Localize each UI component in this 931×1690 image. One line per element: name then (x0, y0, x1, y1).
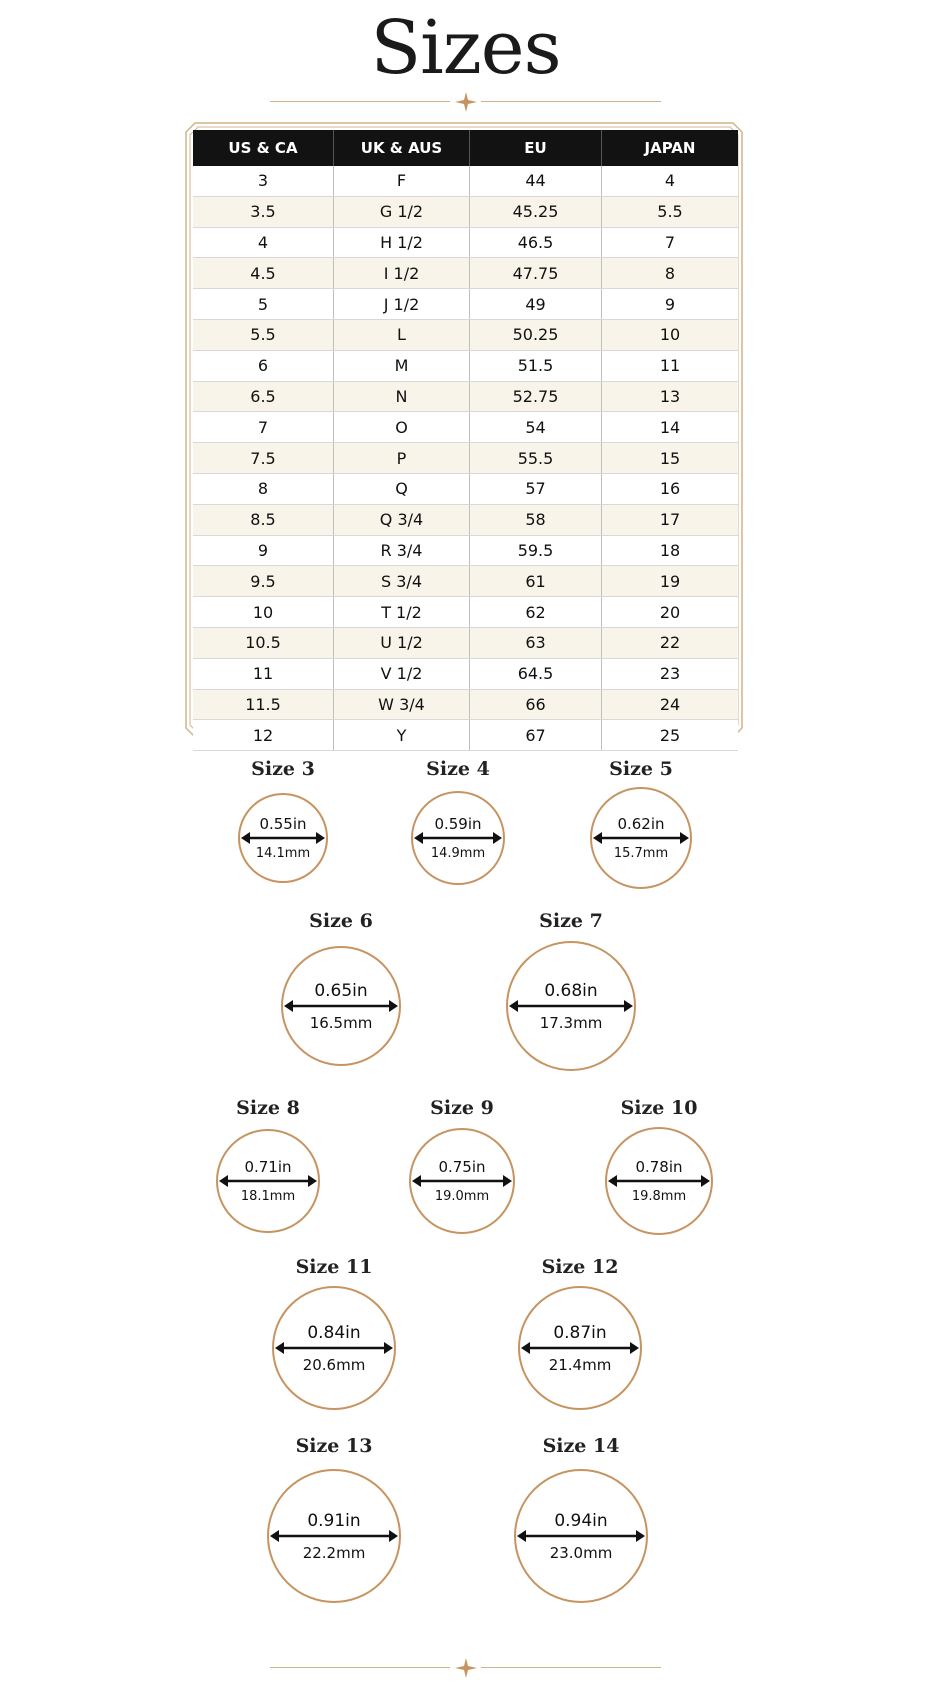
table-row (193, 227, 738, 258)
table-cell: 66 (470, 689, 602, 720)
four-point-star-icon (455, 92, 477, 112)
table-cell: 14 (602, 412, 739, 443)
size-conversion-table (193, 130, 738, 751)
table-row (193, 566, 738, 597)
table-cell: 7.5 (193, 443, 334, 474)
table-cell: 45.25 (470, 196, 602, 227)
table-cell: 8.5 (193, 504, 334, 535)
ring-diameter-mm: 21.4mm (548, 1356, 612, 1374)
ring-size-item (508, 1256, 652, 1414)
double-arrow-icon (520, 1288, 640, 1408)
divider-line (481, 1667, 661, 1668)
ring-size-label: Size 4 (426, 758, 490, 780)
table-cell: 11 (602, 350, 739, 381)
table-cell: 62 (470, 597, 602, 628)
double-arrow-icon (218, 1131, 318, 1231)
table-cell: 20 (602, 597, 739, 628)
double-arrow-icon (592, 789, 690, 887)
table-cell: 63 (470, 627, 602, 658)
table-cell: 67 (470, 720, 602, 751)
table-cell: 8 (602, 258, 739, 289)
table-cell: 25 (602, 720, 739, 751)
ring-diameter-mm: 22.2mm (302, 1544, 366, 1562)
table-row (193, 504, 738, 535)
page-title: Sizes (370, 5, 561, 91)
ring-diameter-mm: 16.5mm (309, 1014, 373, 1032)
table-cell: 13 (602, 381, 739, 412)
ring-circle (272, 1286, 396, 1410)
table-cell: 59.5 (470, 535, 602, 566)
table-cell: P (334, 443, 470, 474)
ring-circle (238, 793, 328, 883)
ring-diameter-mm: 14.1mm (255, 846, 311, 861)
ring-diameter-inches: 0.75in (438, 1158, 486, 1176)
table-cell: 23 (602, 658, 739, 689)
table-row (193, 658, 738, 689)
ring-circle (514, 1469, 648, 1603)
ring-diameter-inches: 0.68in (544, 981, 598, 1001)
table-cell: 11 (193, 658, 334, 689)
ring-circle (267, 1469, 401, 1603)
table-row (193, 535, 738, 566)
table-cell: 50.25 (470, 319, 602, 350)
table-cell: 18 (602, 535, 739, 566)
ring-diameter-mm: 14.9mm (430, 846, 486, 861)
column-header: JAPAN (602, 130, 739, 166)
table-cell: 5.5 (193, 319, 334, 350)
double-arrow-icon (411, 1130, 513, 1232)
table-row (193, 196, 738, 227)
table-cell: 16 (602, 473, 739, 504)
top-divider (270, 92, 661, 112)
ring-circle (518, 1286, 642, 1410)
table-cell: 55.5 (470, 443, 602, 474)
table-row (193, 289, 738, 320)
ring-size-label: Size 13 (295, 1435, 373, 1457)
ring-size-item (571, 758, 711, 893)
double-arrow-icon (269, 1471, 399, 1601)
ring-size-item (496, 910, 646, 1075)
table-cell: 10 (602, 319, 739, 350)
table-cell: 57 (470, 473, 602, 504)
ring-size-label: Size 10 (620, 1097, 698, 1119)
ring-size-label: Size 6 (309, 910, 373, 932)
double-arrow-icon (607, 1129, 711, 1233)
ring-circle (506, 941, 636, 1071)
ring-diameter-inches: 0.94in (554, 1511, 608, 1531)
ring-size-item (388, 758, 528, 889)
table-cell: 52.75 (470, 381, 602, 412)
ring-size-label: Size 7 (539, 910, 603, 932)
ring-diameter-inches: 0.71in (244, 1158, 292, 1176)
table-cell: 49 (470, 289, 602, 320)
ring-circle (409, 1128, 515, 1234)
table-cell: 6.5 (193, 381, 334, 412)
ring-diameter-mm: 19.8mm (631, 1189, 687, 1204)
table-cell: H 1/2 (334, 227, 470, 258)
ring-diameter-inches: 0.91in (307, 1511, 361, 1531)
table-row (193, 350, 738, 381)
table-cell: S 3/4 (334, 566, 470, 597)
table-row (193, 443, 738, 474)
ring-size-label: Size 5 (609, 758, 673, 780)
table-cell: 46.5 (470, 227, 602, 258)
table-cell: 9 (193, 535, 334, 566)
double-arrow-icon (240, 795, 326, 881)
table-cell: 64.5 (470, 658, 602, 689)
table-cell: V 1/2 (334, 658, 470, 689)
table-cell: 61 (470, 566, 602, 597)
ring-size-item (589, 1097, 729, 1239)
table-cell: 10 (193, 597, 334, 628)
table-cell: 8 (193, 473, 334, 504)
table-cell: M (334, 350, 470, 381)
table-cell: 47.75 (470, 258, 602, 289)
bottom-divider (270, 1658, 661, 1678)
table-cell: N (334, 381, 470, 412)
divider-line (270, 101, 450, 102)
ring-size-label: Size 9 (430, 1097, 494, 1119)
table-cell: W 3/4 (334, 689, 470, 720)
table-cell: 4 (602, 166, 739, 196)
ring-diameter-mm: 18.1mm (240, 1189, 296, 1204)
table-row (193, 627, 738, 658)
table-cell: 5.5 (602, 196, 739, 227)
ring-diameter-inches: 0.62in (617, 815, 665, 833)
ring-size-item (257, 1435, 411, 1607)
table-row (193, 258, 738, 289)
ring-diameter-inches: 0.84in (307, 1323, 361, 1343)
table-row (193, 473, 738, 504)
ring-size-label: Size 3 (251, 758, 315, 780)
ring-size-label: Size 8 (236, 1097, 300, 1119)
ring-diameter-inches: 0.55in (259, 815, 307, 833)
table-cell: I 1/2 (334, 258, 470, 289)
table-body (193, 166, 738, 751)
table-row (193, 689, 738, 720)
ring-diameter-mm: 17.3mm (539, 1014, 603, 1032)
table-cell: L (334, 319, 470, 350)
ring-diameter-inches: 0.87in (553, 1323, 607, 1343)
table-cell: 12 (193, 720, 334, 751)
table-cell: 4 (193, 227, 334, 258)
table-row (193, 720, 738, 751)
table-row (193, 412, 738, 443)
ring-size-item (392, 1097, 532, 1238)
ring-circle (411, 791, 505, 885)
ring-size-label: Size 11 (295, 1256, 373, 1278)
table-row (193, 381, 738, 412)
table-cell: U 1/2 (334, 627, 470, 658)
table-cell: 22 (602, 627, 739, 658)
table-cell: 17 (602, 504, 739, 535)
table-cell: F (334, 166, 470, 196)
ring-size-item (504, 1435, 658, 1607)
ring-size-label: Size 12 (541, 1256, 619, 1278)
table-cell: 10.5 (193, 627, 334, 658)
ring-size-item (262, 1256, 406, 1414)
ring-circle (216, 1129, 320, 1233)
column-header: EU (470, 130, 602, 166)
table-cell: 3.5 (193, 196, 334, 227)
ring-size-item (198, 1097, 338, 1237)
table-cell: 7 (193, 412, 334, 443)
table-cell: Y (334, 720, 470, 751)
ring-diameter-mm: 15.7mm (613, 846, 669, 861)
table-row (193, 166, 738, 196)
divider-line (481, 101, 661, 102)
ring-diameter-inches: 0.59in (434, 815, 482, 833)
table-cell: 3 (193, 166, 334, 196)
table-header-row (193, 130, 738, 166)
ring-circle (605, 1127, 713, 1235)
table-cell: J 1/2 (334, 289, 470, 320)
table-cell: T 1/2 (334, 597, 470, 628)
four-point-star-icon (455, 1658, 477, 1678)
double-arrow-icon (283, 948, 399, 1064)
table-cell: 4.5 (193, 258, 334, 289)
table-cell: 51.5 (470, 350, 602, 381)
table-row (193, 597, 738, 628)
table-row (193, 319, 738, 350)
ring-diameter-mm: 23.0mm (549, 1544, 613, 1562)
column-header: UK & AUS (334, 130, 470, 166)
table-cell: Q (334, 473, 470, 504)
table-cell: 5 (193, 289, 334, 320)
table-cell: R 3/4 (334, 535, 470, 566)
table-cell: 9.5 (193, 566, 334, 597)
double-arrow-icon (508, 943, 634, 1069)
table-cell: 9 (602, 289, 739, 320)
column-header: US & CA (193, 130, 334, 166)
ring-size-item (271, 910, 411, 1070)
ring-diameter-mm: 20.6mm (302, 1356, 366, 1374)
ring-size-label: Size 14 (542, 1435, 620, 1457)
table-cell: 58 (470, 504, 602, 535)
ring-circle (590, 787, 692, 889)
table-cell: 54 (470, 412, 602, 443)
table-cell: Q 3/4 (334, 504, 470, 535)
table-cell: G 1/2 (334, 196, 470, 227)
double-arrow-icon (274, 1288, 394, 1408)
ring-diameter-inches: 0.65in (314, 981, 368, 1001)
table-cell: 15 (602, 443, 739, 474)
table-cell: 44 (470, 166, 602, 196)
double-arrow-icon (413, 793, 503, 883)
divider-line (270, 1667, 450, 1668)
size-chart-frame (185, 122, 743, 745)
table-cell: 19 (602, 566, 739, 597)
table-cell: 24 (602, 689, 739, 720)
table-cell: 11.5 (193, 689, 334, 720)
ring-diameter-mm: 19.0mm (434, 1189, 490, 1204)
ring-diameter-inches: 0.78in (635, 1158, 683, 1176)
ring-size-item (213, 758, 353, 887)
table-cell: 7 (602, 227, 739, 258)
table-cell: 6 (193, 350, 334, 381)
ring-circle (281, 946, 401, 1066)
table-cell: O (334, 412, 470, 443)
double-arrow-icon (516, 1471, 646, 1601)
